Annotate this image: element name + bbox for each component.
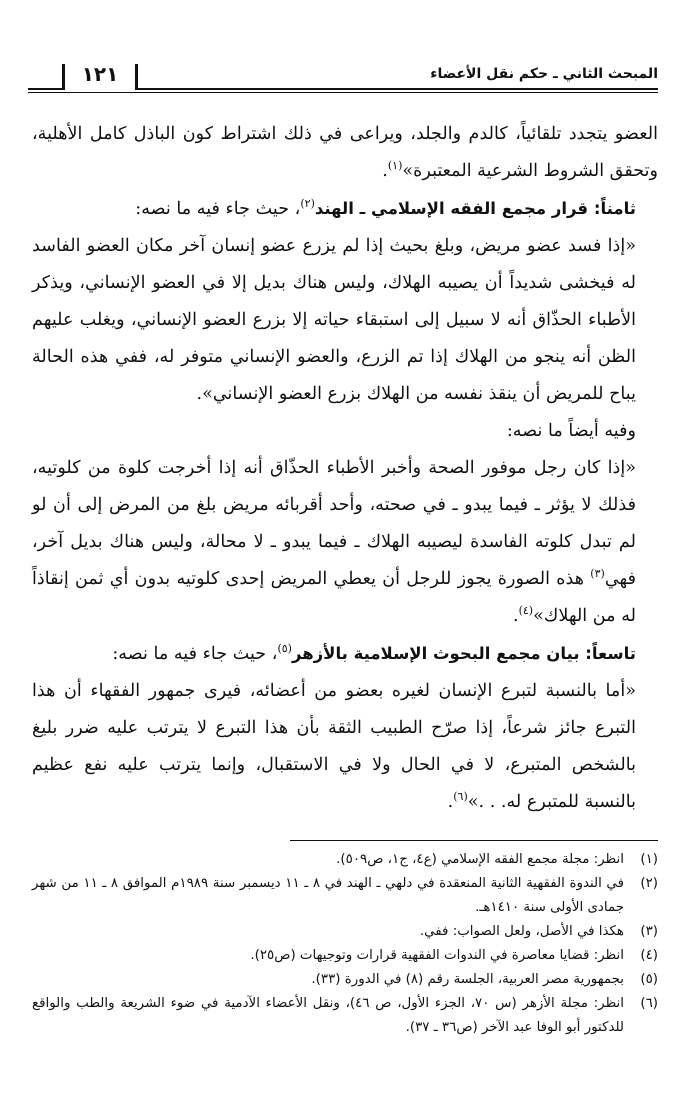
footnote-number: (١) bbox=[640, 852, 658, 867]
footnote-text: في الندوة الفقهية الثانية المنعقدة في دلهي ـ الهند في ٨ ـ ١١ ديسمبر سنة ١٩٨٩م الموافق ٨ ـ ١١ من شهر جمادى الأولى سنة ١٤١٠هـ. bbox=[32, 876, 624, 915]
footnote-divider bbox=[290, 840, 658, 841]
footnote-ref[interactable]: (٦) bbox=[453, 790, 468, 804]
section-heading: تاسعاً: بيان مجمع البحوث الإسلامية بالأزهر$^{(٥)}$، حيث جاء فيه ما نصه: bbox=[112, 642, 636, 664]
footnote-number: (٤) bbox=[640, 948, 658, 963]
footnote-text: بجمهورية مصر العربية، الجلسة رقم (٨) في الدورة (٣٣). bbox=[311, 972, 624, 987]
footnote-text: انظر: قضايا معاصرة في الندوات الفقهية قرارات وتوجيهات (ص٢٥). bbox=[250, 948, 624, 963]
footnote-text: انظر: مجلة مجمع الفقه الإسلامي (ع٤، ج١، ص٥٠٩). bbox=[336, 852, 624, 867]
footnote-ref[interactable]: (٢) bbox=[300, 197, 315, 211]
footnote-number: (٥) bbox=[640, 972, 658, 987]
footnote bbox=[32, 944, 658, 968]
footnote-ref[interactable]: (١) bbox=[387, 159, 403, 173]
footnote-number: (٣) bbox=[640, 924, 658, 939]
footnote-text: انظر: مجلة الأزهر (س ٧٠، الجزء الأول، ص ٤٦)، ونقل الأعضاء الآدمية في ضوء الشريعة والطب والواقع للدكتور أبو الوفا عبد الآخر (ص٣٦ ـ ٣٧). bbox=[32, 996, 625, 1035]
running-title: المبحث الثاني ـ حكم نقل الأعضاء bbox=[430, 66, 658, 82]
footnote-ref[interactable]: (٣) bbox=[590, 567, 605, 581]
paragraph: وفيه أيضاً ما نصه: bbox=[506, 421, 636, 441]
quote-paragraph: «إذا كان رجل موفور الصحة وأخبر الأطباء الحذّاق أنه إذا أخرجت كلوة من كلوتيه، فذلك لا يؤثر ـ فيما يبدو ـ في صحته، وأحد أقربائه مريض بلغ من المرض إلى أن لو لم تبدل كلوته الفاسدة ليصيبه الهلاك ـ فيما يبدو ـ لا محالة، وليس هناك بديل آخر، فهي$^{(٣)}$ هذه الصورة يجوز للرجل أن يعطي المريض إحدى كلوتيه بدون أي ثمن إنقاذاً له من الهلاك»$^{(٤)}$. bbox=[32, 458, 636, 626]
footnotes bbox=[32, 848, 658, 1040]
page-header bbox=[28, 58, 658, 92]
footnote bbox=[32, 992, 658, 1040]
footnote bbox=[32, 872, 658, 920]
page-number: ١٢١ bbox=[81, 62, 119, 86]
footnote bbox=[32, 920, 658, 944]
footnote-number: (٦) bbox=[640, 996, 658, 1011]
main-text bbox=[32, 116, 658, 821]
footnote-number: (٢) bbox=[640, 876, 658, 891]
paragraph: العضو يتجدد تلقائياً، كالدم والجلد، ويراعى في ذلك اشتراط كون الباذل كامل الأهلية، وتحقق الشروط الشرعية المعتبرة»$^{(١)}$. bbox=[32, 124, 658, 181]
quote-paragraph: «أما بالنسبة لتبرع الإنسان لغيره بعضو من أعضائه، فيرى جمهور الفقهاء أن هذا التبرع جائز شرعاً، إذا صرّح الطبيب الثقة بأن هذا التبرع لا يترتب عليه ضرر بليغ بالشخص المتبرع، لا في الحال ولا في الاستقبال، وإنما يترتب عليه نفع عظيم بالنسبة للمتبرع له. . .»$^{(٦)}$. bbox=[32, 681, 636, 812]
footnote-text: هكذا في الأصل، ولعل الصواب: ففي. bbox=[419, 924, 624, 939]
section-heading: ثامناً: قرار مجمع الفقه الإسلامي ـ الهند$^{(٢)}$، حيث جاء فيه ما نصه: bbox=[135, 197, 636, 219]
footnote-ref[interactable]: (٥) bbox=[277, 642, 292, 656]
footnote-ref[interactable]: (٤) bbox=[518, 604, 534, 618]
header-rule-thin bbox=[28, 92, 658, 93]
quote-paragraph: «إذا فسد عضو مريض، وبلغ بحيث إذا لم يزرع عضو إنسان آخر مكان العضو الفاسد له فيخشى شديداً أن يصيبه الهلاك، وليس هناك بديل إلا في العضو الإنساني، ويذكر الأطباء الحذّاق أنه لا سبيل إلى استبقاء حياته إلا بزرع العضو الإنساني، ويغلب عليهم الظن أنه ينجو من الهلاك إذا تم الزرع، والعضو الإنساني متوفر له، ففي هذه الحالة يباح للمريض أن ينقذ نفسه من الهلاك بزرع العضو الإنساني». bbox=[32, 236, 636, 404]
page-number-box bbox=[62, 60, 138, 90]
footnote bbox=[32, 968, 658, 992]
footnote bbox=[32, 848, 658, 872]
